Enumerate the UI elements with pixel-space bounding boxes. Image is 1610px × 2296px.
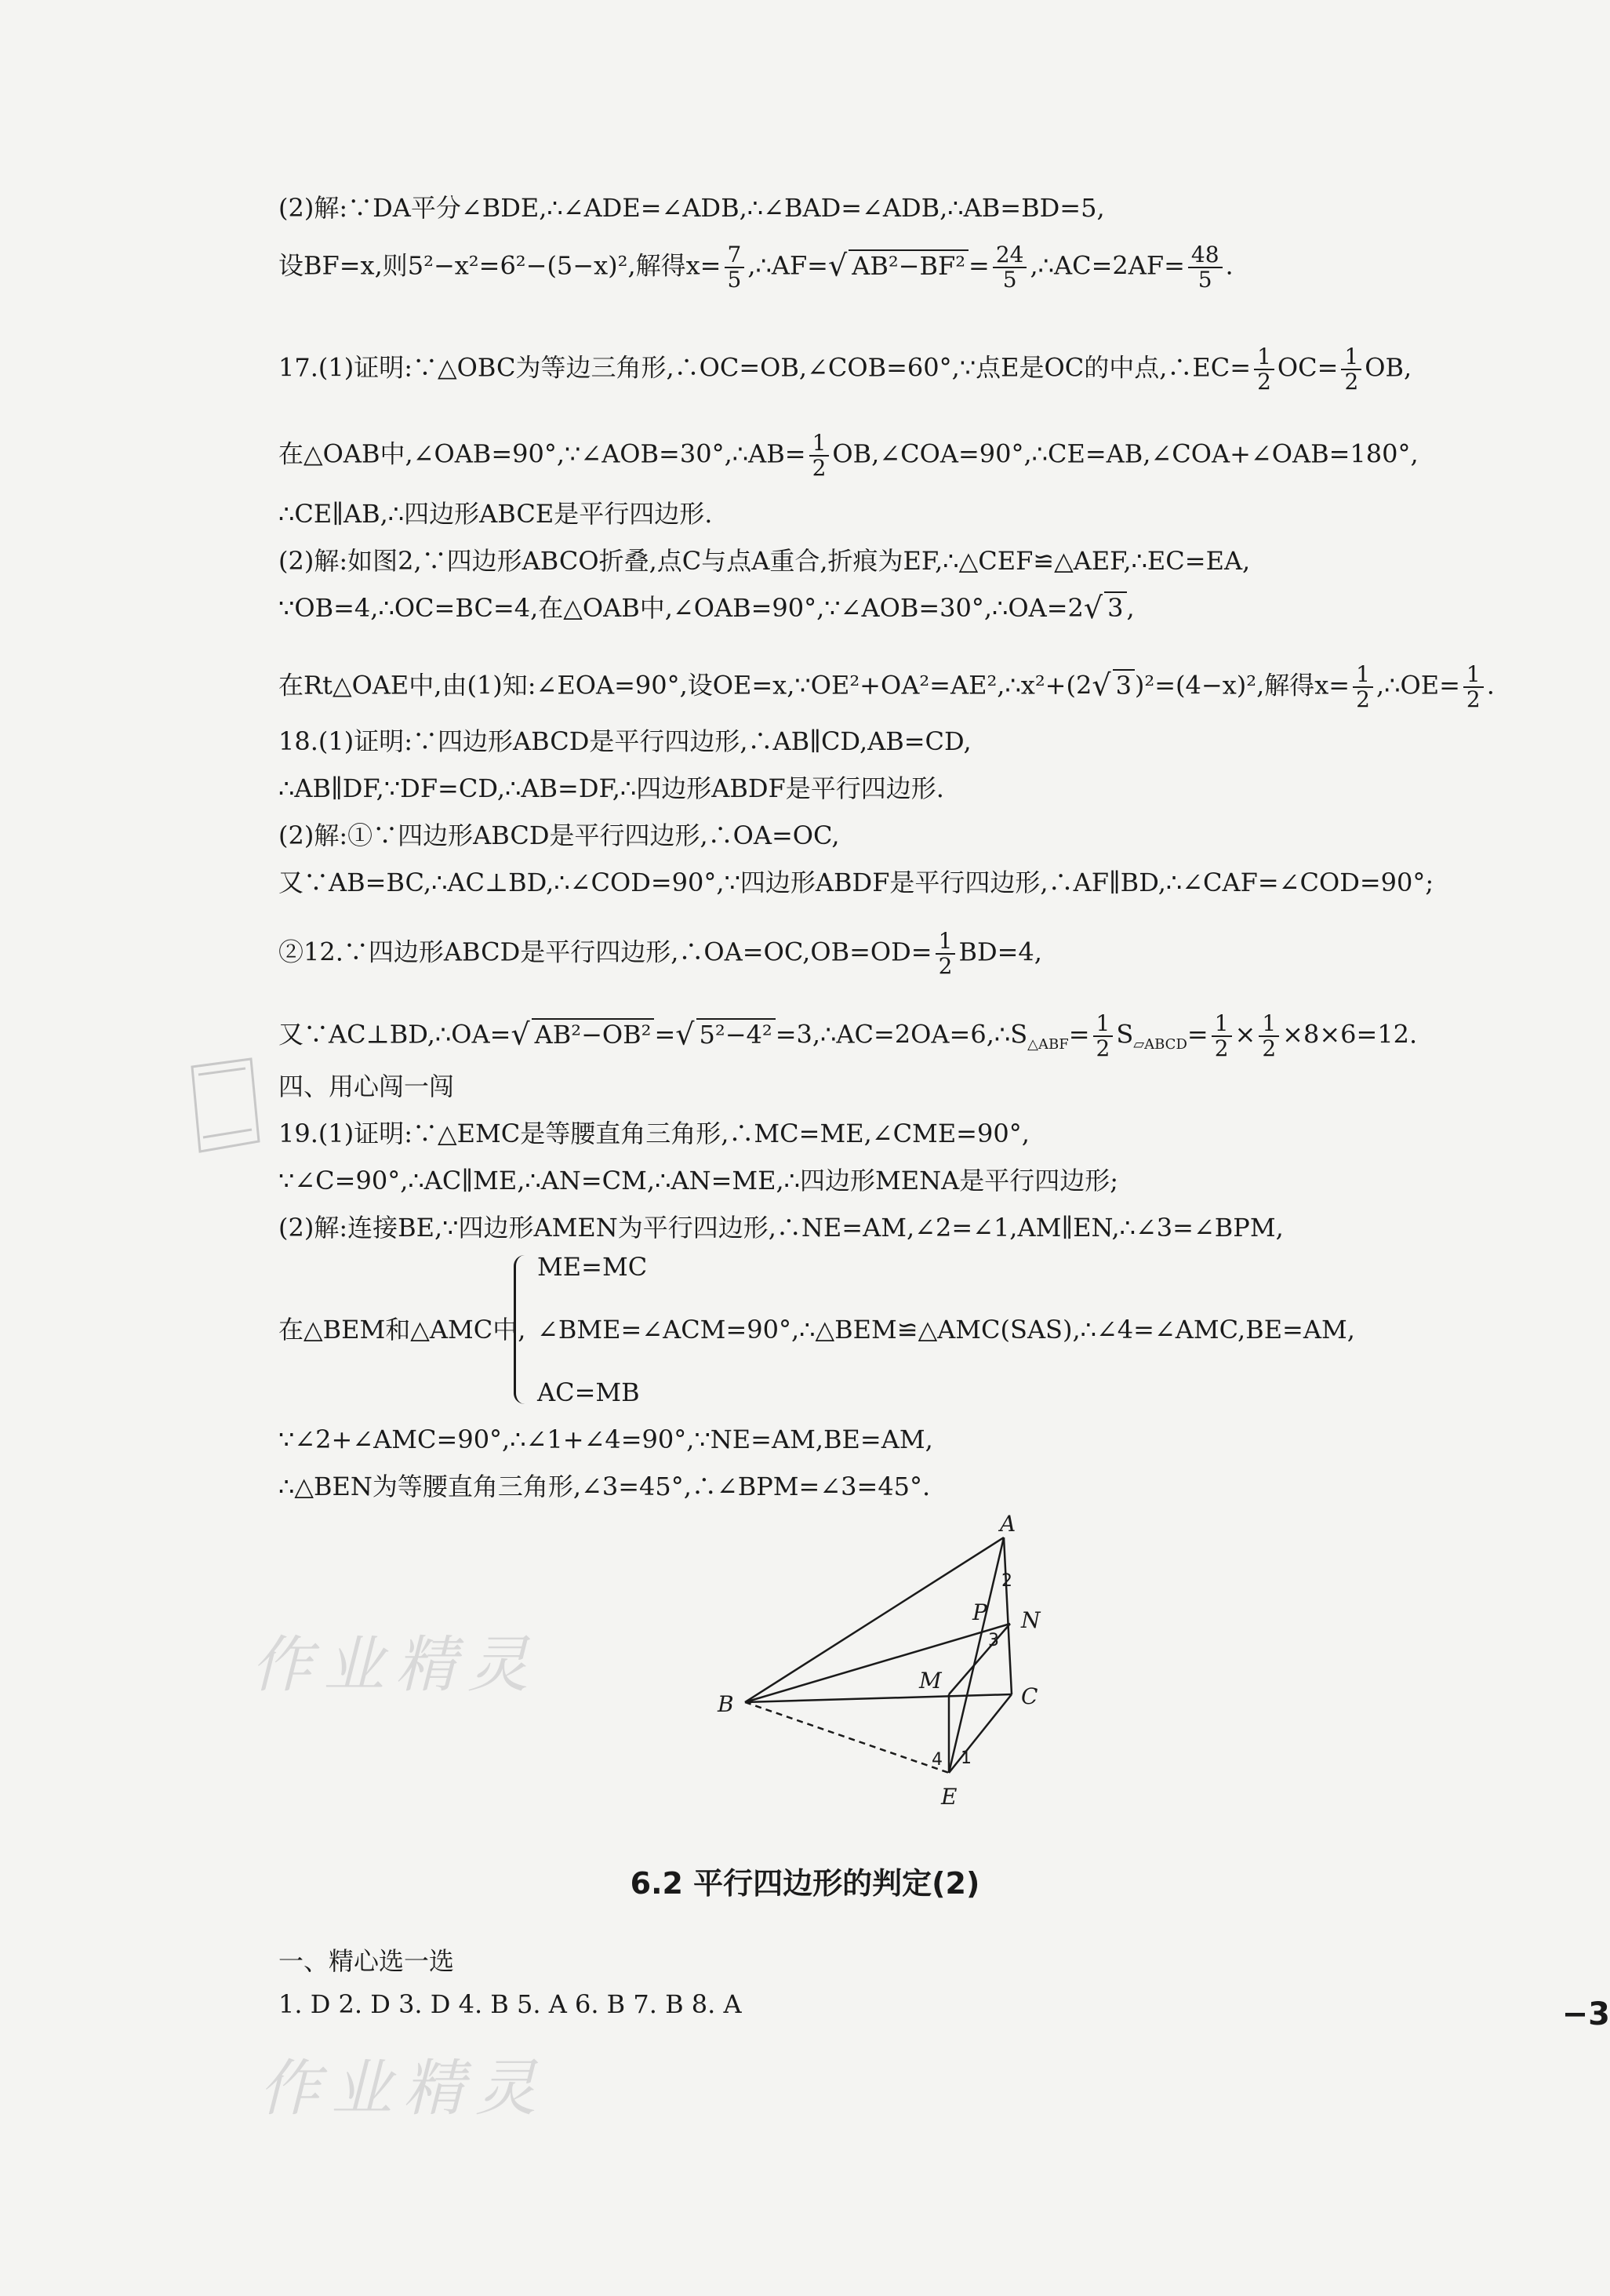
sqrt-expr: AB²−BF² [849, 249, 969, 281]
fraction: $\frac{1}{2}$ [1254, 345, 1274, 394]
text-line: 17.(1)证明:∵△OBC为等边三角形,∴OC=OB,∠COB=60°,∵点E是OC的中点,∴EC= $\frac{1}{2}$ OC= $\frac{1}{2}$ OB, [278, 344, 1412, 395]
text-line: 又∵AB=BC,∴AC⊥BD,∴∠COD=90°,∵四边形ABDF是平行四边形,∴AF∥BD,∴∠CAF=∠COD=90°; [278, 868, 1434, 897]
section-title: 6.2 平行四边形的判定(2) [630, 1866, 980, 1901]
angle-label-2: 2 [1001, 1571, 1012, 1591]
page-number: −3 [1561, 1996, 1610, 2032]
text-line: ∴△BEN为等腰直角三角形,∠3=45°,∴∠BPM=∠3=45°. [278, 1472, 931, 1501]
text-line: (2)解:①∵四边形ABCD是平行四边形,∴OA=OC, [278, 821, 840, 850]
brace [514, 1255, 527, 1404]
label-N: N [1021, 1607, 1041, 1633]
text-line: ②12.∵四边形ABCD是平行四边形,∴OA=OC,OB=OD= $\frac{1}{2}$ BD=4, [278, 928, 1042, 979]
label-M: M [919, 1668, 942, 1694]
angle-label-3: 3 [988, 1631, 999, 1650]
fraction: $\frac{24}{5}$ [993, 243, 1027, 292]
sqrt-expr: AB²−OB² [532, 1018, 655, 1050]
section-heading: 四、用心闯一闯 [278, 1072, 455, 1101]
system-row: ∠BME=∠ACM=90°,∴△BEM≌△AMC(SAS),∴∠4=∠AMC,BE=AM, [537, 1315, 1355, 1344]
watermark: 作业精灵 [259, 2054, 548, 2124]
segment-BA [745, 1537, 1004, 1702]
text-line: ∴CE∥AB,∴四边形ABCE是平行四边形. [278, 499, 713, 529]
text-line: ∴AB∥DF,∵DF=CD,∴AB=DF,∴四边形ABDF是平行四边形. [278, 773, 944, 803]
label-E: E [941, 1784, 958, 1810]
text-line: (2)解:连接BE,∵四边形AMEN为平行四边形,∴NE=AM,∠2=∠1,AM∥EN,∴∠3=∠BPM, [278, 1213, 1284, 1243]
fraction: $\frac{7}{5}$ [725, 243, 745, 292]
text-line: (2)解:如图2,∵四边形ABCO折叠,点C与点A重合,折痕为EF,∴△CEF≌△AEF,∴EC=EA, [278, 546, 1251, 576]
fraction: $\frac{48}{5}$ [1188, 243, 1223, 292]
equation-system [278, 1247, 1455, 1412]
fraction: $\frac{1}{2}$ [1212, 1012, 1232, 1061]
label-C: C [1021, 1683, 1038, 1709]
segment-BN [745, 1624, 1010, 1702]
section-heading: 一、精心选一选 [278, 1946, 455, 1976]
fraction: $\frac{1}{2}$ [1259, 1012, 1279, 1061]
stamp-logo-icon [176, 1051, 271, 1161]
sqrt-expr: 3 [1113, 669, 1135, 700]
fraction: $\frac{1}{2}$ [936, 930, 956, 978]
sqrt-expr: 3 [1104, 591, 1126, 623]
system-label: 在△BEM和△AMC中, [278, 1315, 526, 1344]
watermark: 作业精灵 [251, 1630, 540, 1701]
text-line: 在△OAB中,∠OAB=90°,∵∠AOB=30°,∴AB= $\frac{1}{2}$ OB,∠COA=90°,∴CE=AB,∠COA+∠OAB=180°, [278, 430, 1419, 481]
text-line: (2)解:∵DA平分∠BDE,∴∠ADE=∠ADB,∴∠BAD=∠ADB,∴AB=BD=5, [278, 193, 1105, 223]
label-A: A [1000, 1514, 1016, 1537]
text-line: ∵∠C=90°,∴AC∥ME,∴AN=CM,∴AN=ME,∴四边形MENA是平行四边形; [278, 1166, 1119, 1195]
fraction: $\frac{1}{2}$ [1463, 663, 1484, 711]
system-row: AC=MB [537, 1377, 640, 1407]
text-line: 设BF=x,则5²−x²=6²−(5−x)²,解得x= $\frac{7}{5}$ ,∴AF=√ AB²−BF² = $\frac{24}{5}$ ,∴AC=2AF= $\frac{48}{5}$ . [278, 242, 1234, 293]
fraction: $\frac{1}{2}$ [809, 431, 830, 480]
sqrt-expr: 5²−4² [696, 1018, 776, 1050]
segment-AC [1004, 1537, 1012, 1694]
text-line: 19.(1)证明:∵△EMC是等腰直角三角形,∴MC=ME,∠CME=90°, [278, 1119, 1030, 1148]
label-P: P [972, 1599, 987, 1625]
label-B: B [718, 1691, 734, 1717]
segment-BE [745, 1702, 949, 1773]
geometry-figure [714, 1514, 1059, 1820]
text-line: 在Rt△OAE中,由(1)知:∠EOA=90°,设OE=x,∵OE²+OA²=AE²,∴x²+(2√ 3 )²=(4−x)²,解得x= $\frac{1}{2}$ ,∴OE= $\frac{1}{2}$ . [278, 661, 1495, 712]
segment-MN [949, 1624, 1010, 1694]
angle-label-1: 1 [961, 1748, 972, 1768]
text-line: 又∵AC⊥BD,∴OA=√ AB²−OB² =√ $5^2-4^2 =3,\therefore AC=2OA=6,\therefore S_{\triangle ABF}=$ $\frac{1}{2}$ $S_{▱ABCD}=$ $\frac{1}{2}$ × $\frac{1}{2}$ ×8×6=12. [278, 1010, 1418, 1061]
text-line: 18.(1)证明:∵四边形ABCD是平行四边形,∴AB∥CD,AB=CD, [278, 726, 972, 756]
segment-BC [745, 1694, 1012, 1702]
system-row: ME=MC [537, 1252, 648, 1282]
text-line: ∵∠2+∠AMC=90°,∴∠1+∠4=90°,∵NE=AM,BE=AM, [278, 1425, 933, 1454]
fraction: $\frac{1}{2}$ [1353, 663, 1373, 711]
fraction: $\frac{1}{2}$ [1093, 1012, 1114, 1061]
text-line: ∵OB=4,∴OC=BC=4,在△OAB中,∠OAB=90°,∵∠AOB=30°,∴OA=2√ 3 , [278, 591, 1135, 625]
answer-list: 1. D 2. D 3. D 4. B 5. A 6. B 7. B 8. A [278, 1989, 742, 2019]
fraction: $\frac{1}{2}$ [1341, 345, 1361, 394]
angle-label-4: 4 [932, 1750, 943, 1770]
